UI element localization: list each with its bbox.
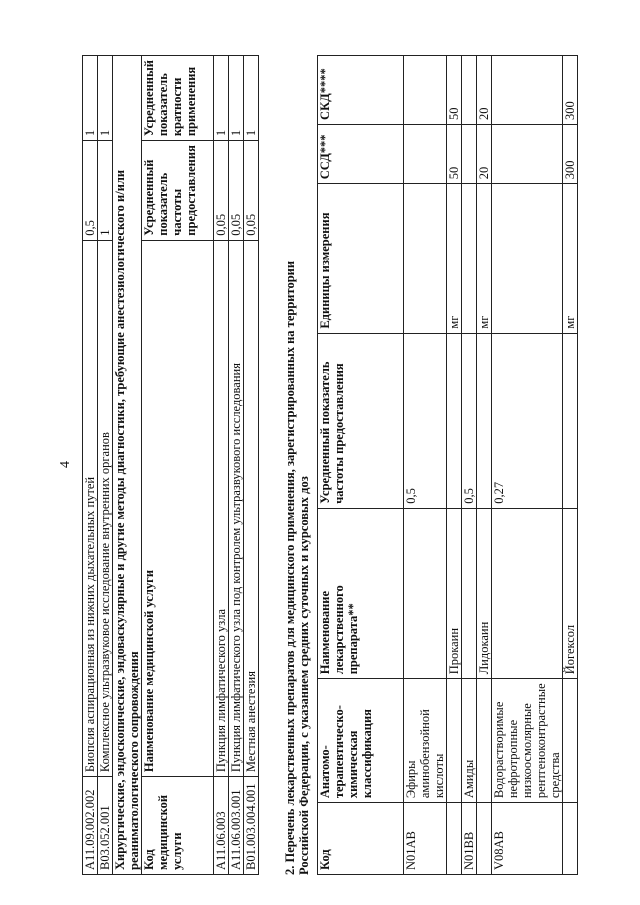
drug-frequency (563, 333, 578, 508)
service-code: A11.06.003.001 (229, 777, 244, 875)
header-skd: СКД**** (318, 56, 404, 125)
drug-skd (492, 56, 563, 125)
drug-skd: 50 (447, 56, 462, 125)
table-header-row (318, 56, 404, 875)
drug-code (447, 803, 462, 875)
services-table (82, 55, 259, 875)
drug-unit (492, 184, 563, 333)
service-frequency: 0,5 (83, 141, 98, 241)
header-code: Код (318, 803, 404, 875)
table-row (462, 56, 477, 875)
service-frequency: 0,05 (229, 141, 244, 241)
drug-skd (404, 56, 447, 125)
table-row (447, 56, 462, 875)
drug-ssd (492, 124, 563, 183)
drug-atc (447, 679, 462, 803)
drug-name: Прокаин (447, 508, 462, 679)
table-row (229, 56, 244, 875)
service-name: Пункция лимфатического узла (214, 240, 229, 776)
drug-code: N01BB (462, 803, 477, 875)
service-frequency: 1 (98, 141, 113, 241)
service-code: B03.052.001 (98, 777, 113, 875)
drug-name: Йогексол (563, 508, 578, 679)
header-atc: Анатомо-терапевтическо-химическая классификация (318, 679, 404, 803)
drug-ssd: 20 (477, 124, 492, 183)
drug-frequency (447, 333, 462, 508)
service-name: Пункция лимфатического узла под контролем ультразвукового исследования (229, 240, 244, 776)
section-heading: Хирургические, эндоскопические, эндоваскулярные и другие методы диагностики, требующие анестезиологического и/или реаниматологического сопровождения (113, 56, 142, 875)
drug-name (462, 508, 477, 679)
header-drug-name: Наименование лекарственного препарата** (318, 508, 404, 679)
drug-unit: мг (563, 184, 578, 333)
drug-skd: 20 (477, 56, 492, 125)
drug-code (563, 803, 578, 875)
drug-atc: Амиды (462, 679, 477, 803)
drug-name (492, 508, 563, 679)
drug-atc (563, 679, 578, 803)
drug-ssd (404, 124, 447, 183)
table-row (83, 56, 98, 875)
drug-atc: Эфиры аминобензойной кислоты (404, 679, 447, 803)
service-name: Местная анестезия (244, 240, 259, 776)
section-heading-row (113, 56, 142, 875)
table-header-row (142, 56, 214, 875)
section-2-line-2: Российской Федерации, с указанием средних суточных и курсовых доз (297, 476, 311, 875)
header-frequency: Усредненный показатель частоты предоставления (318, 333, 404, 508)
section-2-line-1: 2. Перечень лекарственных препаратов для медицинского применения, зарегистрированных на территории (283, 260, 297, 875)
service-multiplicity: 1 (83, 56, 98, 141)
page-number: 4 (58, 461, 73, 468)
drug-skd (462, 56, 477, 125)
service-code: A11.09.002.002 (83, 777, 98, 875)
table-row (563, 56, 578, 875)
drug-name (404, 508, 447, 679)
header-multiplicity: Усредненный показатель кратности применения (142, 56, 214, 141)
table-row (404, 56, 447, 875)
header-code: Код медицинской услуги (142, 777, 214, 875)
drug-unit: мг (447, 184, 462, 333)
drug-unit (404, 184, 447, 333)
service-multiplicity: 1 (229, 56, 244, 141)
service-name: Биопсия аспирационная из нижних дыхательных путей (83, 240, 98, 776)
drug-ssd: 50 (447, 124, 462, 183)
drug-atc (477, 679, 492, 803)
drug-ssd: 300 (563, 124, 578, 183)
drug-name: Лидокаин (477, 508, 492, 679)
header-frequency: Усредненный показатель частоты предоставления (142, 141, 214, 241)
drug-ssd (462, 124, 477, 183)
service-name: Комплексное ультразвуковое исследование внутренних органов (98, 240, 113, 776)
service-frequency: 0,05 (214, 141, 229, 241)
service-multiplicity: 1 (244, 56, 259, 141)
drug-unit: мг (477, 184, 492, 333)
drug-frequency: 0,5 (404, 333, 447, 508)
drug-frequency: 0,5 (462, 333, 477, 508)
drug-code (477, 803, 492, 875)
table-row (244, 56, 259, 875)
table-row (492, 56, 563, 875)
service-code: B01.003.004.001 (244, 777, 259, 875)
header-name: Наименование медицинской услуги (142, 240, 214, 776)
table-row (477, 56, 492, 875)
service-multiplicity: 1 (214, 56, 229, 141)
service-code: A11.06.003 (214, 777, 229, 875)
drug-frequency: 0,27 (492, 333, 563, 508)
section-2-heading (283, 55, 311, 875)
table-row (214, 56, 229, 875)
drug-atc: Водорастворимые нефротропные низкоосмолярные рентгеноконтрастные средства (492, 679, 563, 803)
drug-skd: 300 (563, 56, 578, 125)
drug-code: N01AB (404, 803, 447, 875)
service-multiplicity: 1 (98, 56, 113, 141)
header-unit: Единицы измерения (318, 184, 404, 333)
drug-frequency (477, 333, 492, 508)
drugs-table (317, 55, 578, 875)
header-ssd: ССД*** (318, 124, 404, 183)
table-row (98, 56, 113, 875)
drug-code: V08AB (492, 803, 563, 875)
drug-unit (462, 184, 477, 333)
service-frequency: 0,05 (244, 141, 259, 241)
